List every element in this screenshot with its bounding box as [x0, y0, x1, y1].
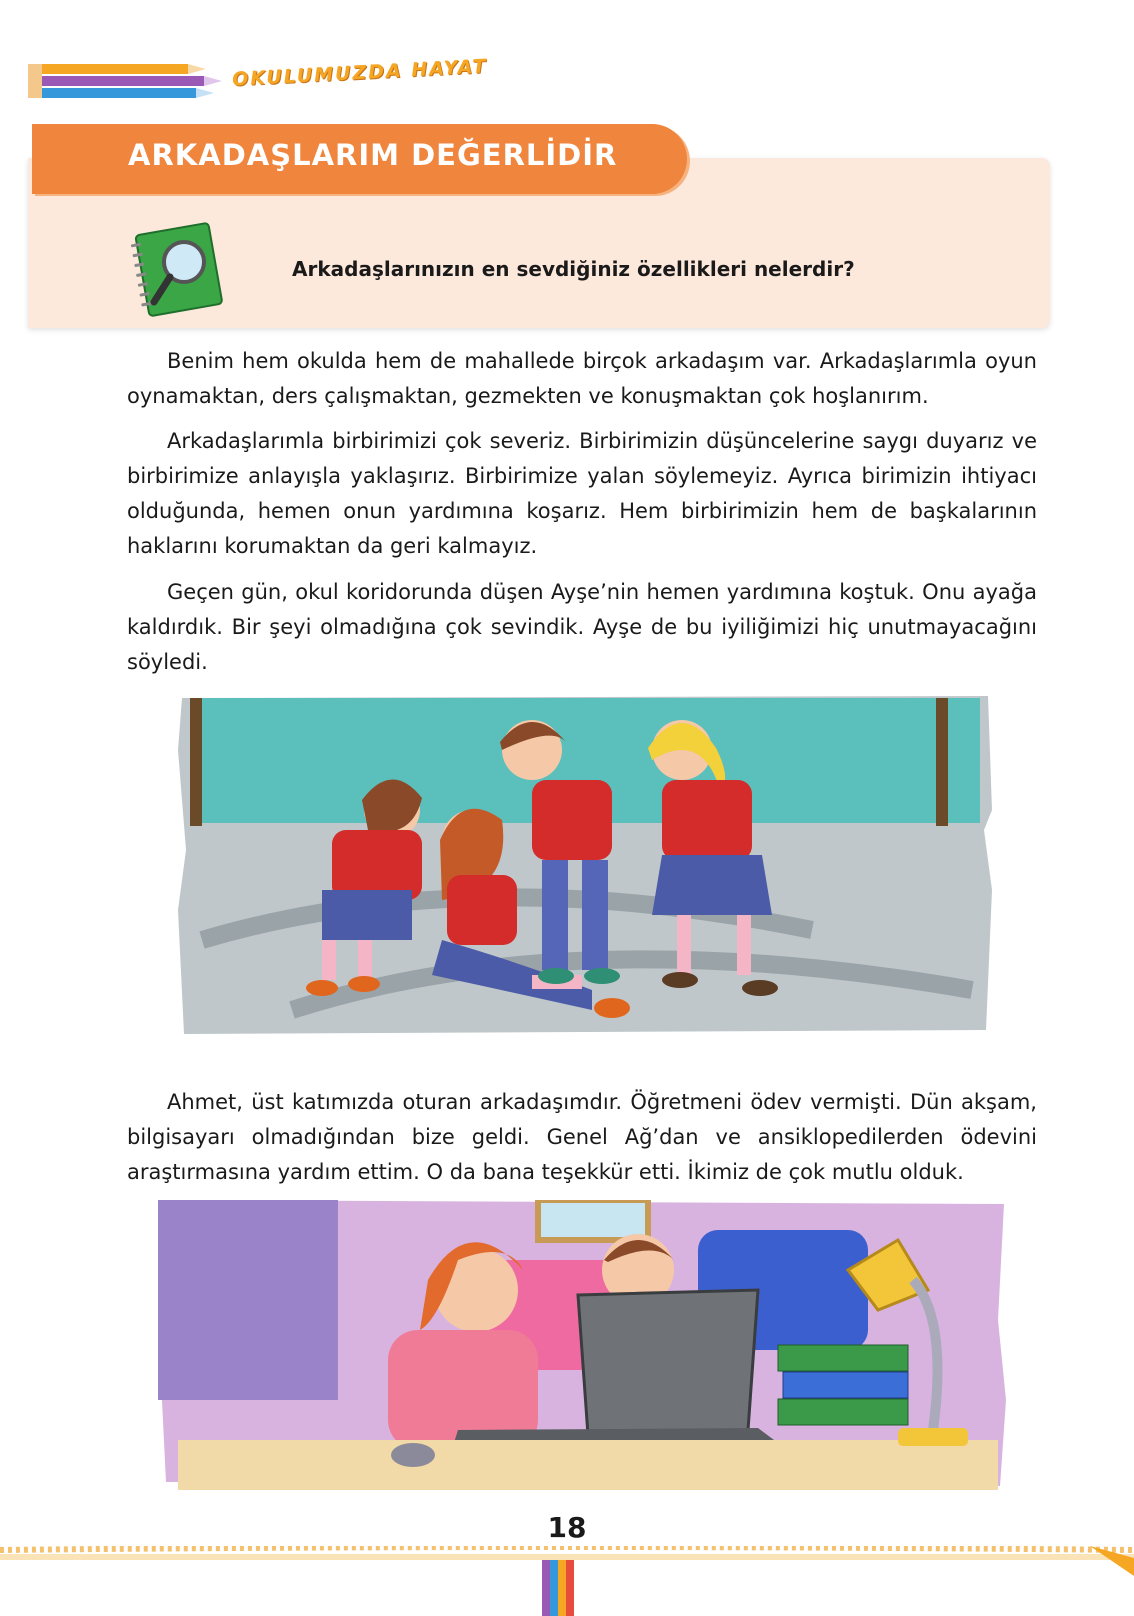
lesson-question: Arkadaşlarınızın en sevdiğiniz özellikleri nelerdir?: [292, 257, 855, 281]
paragraph-2: Arkadaşlarımla birbirimizi çok severiz. Birbirimizin düşüncelerine saygı duyarız ve birbirimize anlayışla yaklaşırız. Birbirimize yalan söylemeyiz. Ayrıca birimizin ihtiyacı olduğunda, hemen onun yardımına koşarız. Hem birbirimizin hem de başkalarının haklarını korumaktan da geri kalmayız.: [127, 429, 1037, 558]
paragraph-1: Benim hem okulda hem de mahallede birçok arkadaşım var. Arkadaşlarımla oyun oynamaktan, ders çalışmaktan, gezmekten ve konuşmaktan çok hoşlanırım.: [127, 349, 1037, 408]
page-number: 18: [547, 1511, 587, 1544]
footer-decoration: [0, 1546, 1134, 1616]
notebook-magnifier-icon: [128, 222, 236, 318]
paragraph-3: Geçen gün, okul koridorunda düşen Ayşe’nin hemen yardımına koştuk. Onu ayağa kaldırdık. Bir şeyi olmadığına çok sevindik. Ayşe de bu iyiliğimizi hiç unutmayacağını söyledi.: [127, 580, 1037, 674]
lesson-title-bar: [32, 124, 687, 194]
paragraph-4: Ahmet, üst katımızda oturan arkadaşımdır. Öğretmeni ödev vermişti. Dün akşam, bilgisayarı olmadığından bize geldi. Genel Ağ’dan ve ansiklopedilerden ödevini araştırmasına yardım ettim. O da bana teşekkür etti. İkimiz de çok mutlu olduk.: [127, 1090, 1037, 1184]
lesson-title: ARKADAŞLARIM DEĞERLİDİR: [128, 138, 618, 172]
laptop-illustration: [158, 1200, 1008, 1490]
series-title: OKULUMUZDA HAYAT: [231, 55, 488, 91]
corridor-illustration: [172, 690, 998, 1040]
